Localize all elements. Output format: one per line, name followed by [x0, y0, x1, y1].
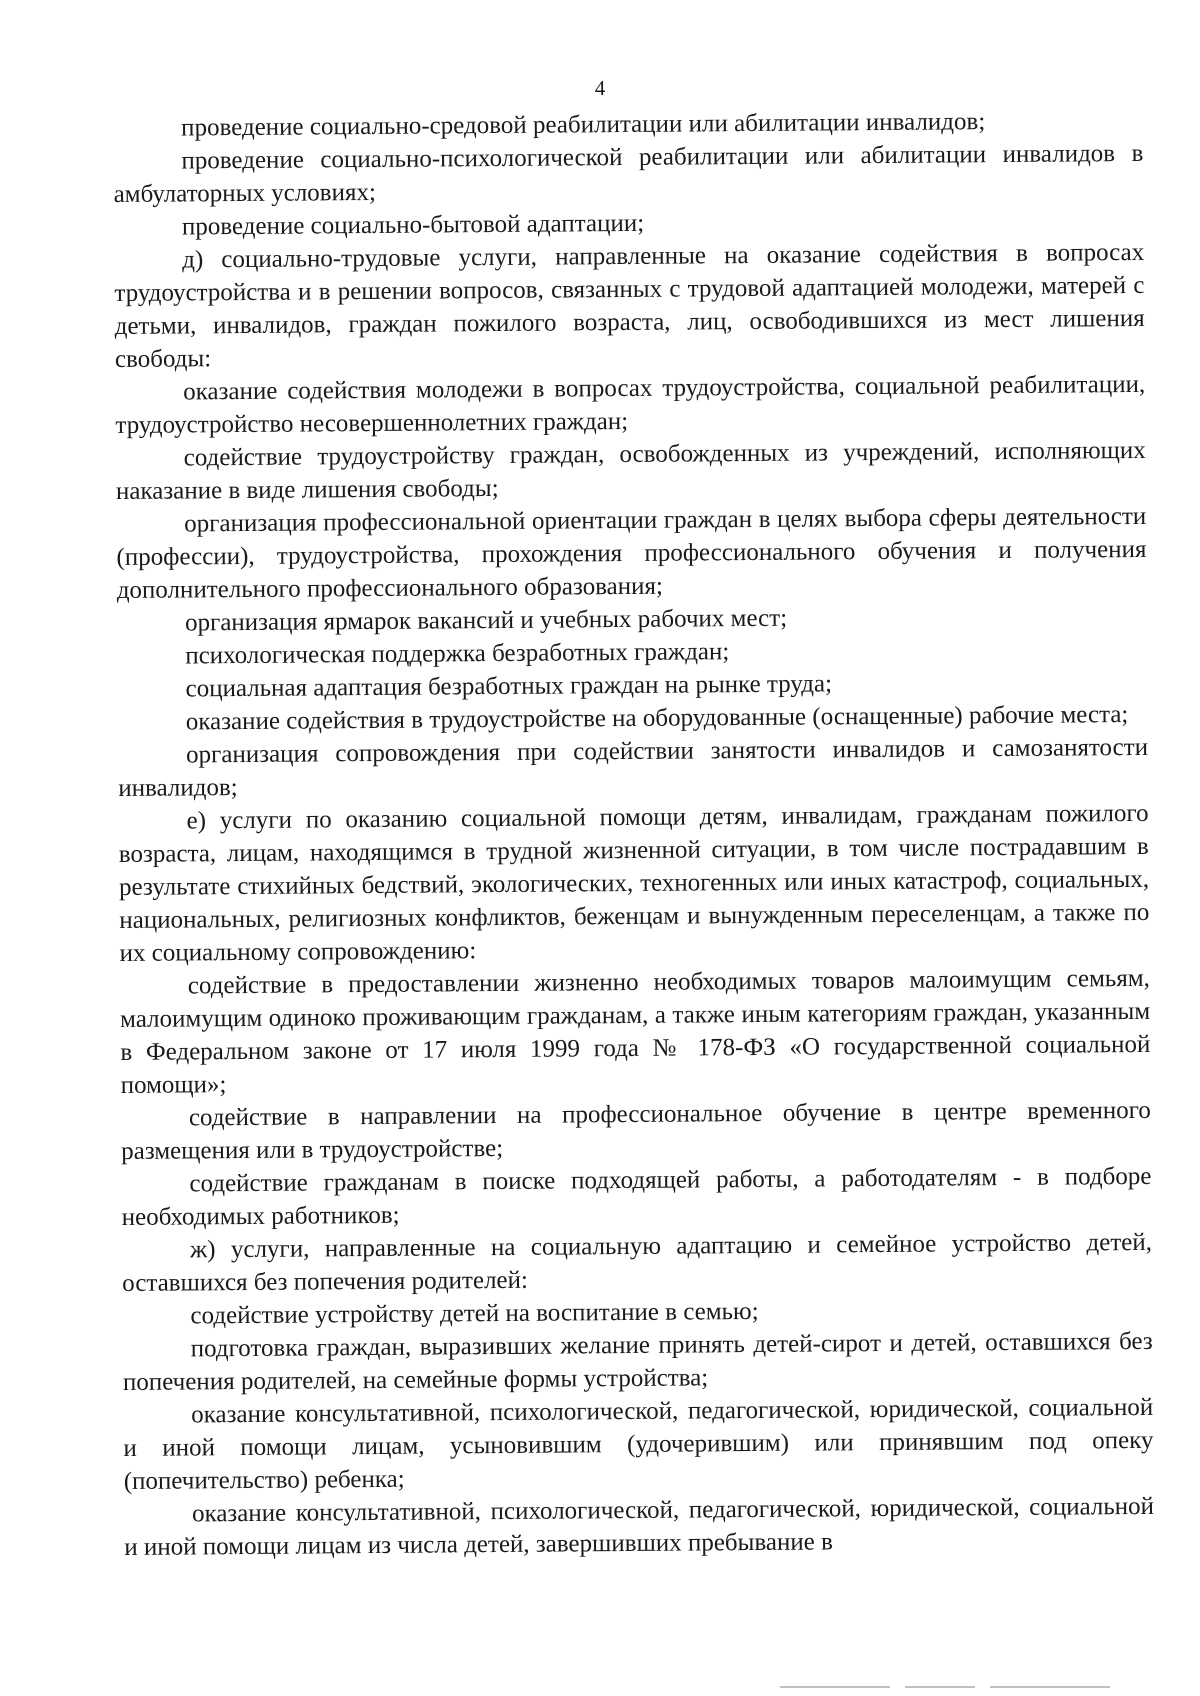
paragraph: психологическая поддержка безработных граждан; [185, 638, 730, 670]
paragraph: организация ярмарок вакансий и учебных рабочих мест; [184, 604, 788, 637]
paragraph: содействие трудоустройству граждан, освобожденных из учреждений, исполняющих наказание в виде лишения свободы; [115, 436, 1146, 505]
paragraph: содействие гражданам в поиске подходящей работы, а работодателям - в подборе необходимых работников; [121, 1162, 1152, 1231]
paragraph: оказание содействия в трудоустройстве на оборудованные (оснащенные) рабочие места; [185, 701, 1129, 736]
paragraph: проведение социально-бытовой адаптации; [181, 209, 645, 241]
paragraph: проведение социально-средовой реабилитации или абилитации инвалидов; [181, 108, 986, 142]
paragraph: социальная адаптация безработных граждан на рынке труда; [185, 670, 833, 703]
scan-artifact-line [905, 1686, 975, 1688]
scan-artifact-line [780, 1686, 890, 1688]
paragraph: содействие в предоставлении жизненно необходимых товаров малоимущим семьям, малоимущим одиноко проживающим гражданам, а также иным категориям граждан, указанным в Федеральном законе от 17 июля 1999 года № 178-ФЗ «О государственной социальной помощи»; [120, 964, 1151, 1099]
paragraph: д) социально-трудовые услуги, направленные на оказание содействия в вопросах трудоустройства и в решении вопросов, связанных с трудовой адаптацией молодежи, матерей с детьми, инвалидов, граждан пожилого возраста, лиц, освободившихся из мест лишения свободы: [114, 238, 1145, 373]
paragraph: организация сопровождения при содействии занятости инвалидов и самозанятости инвалидов; [118, 733, 1149, 802]
paragraph: оказание консультативной, психологической, педагогической, юридической, социальной и иной помощи лицам из числа детей, завершивших пребывание в [124, 1492, 1155, 1561]
page-number: 4 [594, 76, 606, 100]
paragraph: оказание консультативной, психологической, педагогической, юридической, социальной и иной помощи лицам, усыновившим (удочерившим) или принявшим под опеку (попечительство) ребенка; [123, 1393, 1154, 1495]
paragraph: оказание содействия молодежи в вопросах трудоустройства, социальной реабилитации, трудоустройство несовершеннолетних граждан; [115, 370, 1146, 439]
document-body [113, 104, 1154, 1564]
scan-artifact-line [990, 1686, 1110, 1688]
paragraph: подготовка граждан, выразивших желание принять детей-сирот и детей, оставшихся без попечения родителей, на семейные формы устройства; [122, 1327, 1153, 1396]
paragraph: ж) услуги, направленные на социальную адаптацию и семейное устройство детей, оставшихся без попечения родителей: [122, 1228, 1153, 1297]
paragraph: е) услуги по оказанию социальной помощи детям, инвалидам, гражданам пожилого возраста, лицам, находящимся в трудной жизненной ситуации, в том числе пострадавшим в результате стихийных бедствий, экологических, техногенных или иных катастроф, социальных, национальных, религиозных конфликтов, беженцам и вынужденным переселенцам, а также по их социальному сопровождению: [118, 799, 1150, 967]
paragraph: содействие в направлении на профессиональное обучение в центре временного размещения или в трудоустройстве; [121, 1096, 1151, 1165]
paragraph: содействие устройству детей на воспитание в семью; [190, 1297, 759, 1330]
paragraph: проведение социально-психологической реабилитации или абилитации инвалидов в амбулаторных условиях; [113, 139, 1144, 208]
paragraph: организация профессиональной ориентации граждан в целях выбора сферы деятельности (профессии), трудоустройства, прохождения профессионального обучения и получения дополнительного профессионального образования; [116, 502, 1147, 604]
